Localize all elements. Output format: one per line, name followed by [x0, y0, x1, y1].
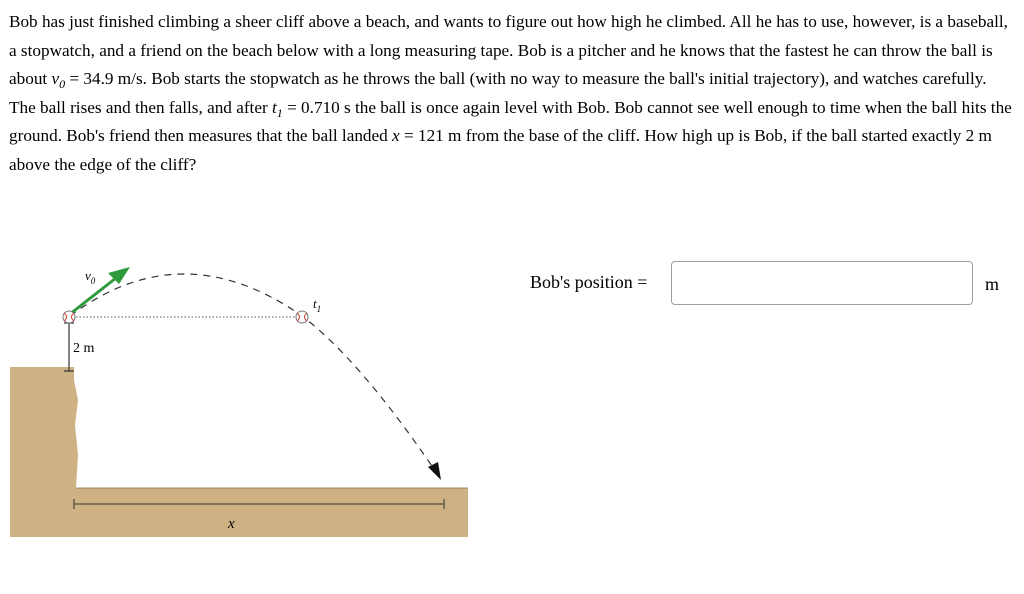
answer-input[interactable] — [671, 261, 973, 305]
cliff-diagram — [0, 250, 480, 550]
v0-value: = 34.9 m/s — [65, 69, 143, 89]
v0-symbol: $v_0$ — [51, 69, 66, 92]
x-symbol: x — [392, 126, 400, 146]
problem-text — [9, 8, 1013, 180]
t1-symbol: $t_1$ — [271, 97, 283, 120]
answer-unit: m — [985, 274, 1000, 294]
t1-label: $t_1$ — [313, 296, 322, 314]
x-label: x — [228, 516, 235, 532]
problem-text-part: Bob has just finished climbing a sheer cliff above a beach, and wants to figure out how high he climbed. All he has to use, however, is a baseball, a stopwatch, and a friend on the beach below with a long measuring tape. Bob is a pitcher and he knows that the fastest he can throw the ball is about — [9, 12, 1008, 89]
arrowhead-icon — [428, 462, 441, 480]
x-value: = 121 m — [399, 126, 462, 146]
cliff-ground — [10, 367, 468, 537]
problem-text-part: . Bob starts the stopwatch as he throws the ball (with no way to measure the ball's initial trajectory), and watches carefully. The ball rises and then falls, and after — [9, 69, 987, 117]
problem-text-part: from the base of the cliff. How high up is Bob, if the ball started exactly 2 m above the edge of the cliff? — [9, 126, 992, 174]
answer-label: Bob's position = — [530, 272, 648, 292]
trajectory-path — [70, 274, 436, 472]
height-label: 2 m — [73, 341, 95, 356]
baseball-level-icon — [296, 311, 308, 323]
baseball-start-icon — [63, 311, 75, 323]
problem-text-part: the ball is once again level with Bob. Bob cannot see well enough to time when the ball hits the ground. Bob's friend then measures that the ball landed — [9, 97, 1012, 146]
v0-label: $v_0$ — [85, 268, 96, 286]
t1-value: = 0.710 s — [282, 97, 351, 117]
